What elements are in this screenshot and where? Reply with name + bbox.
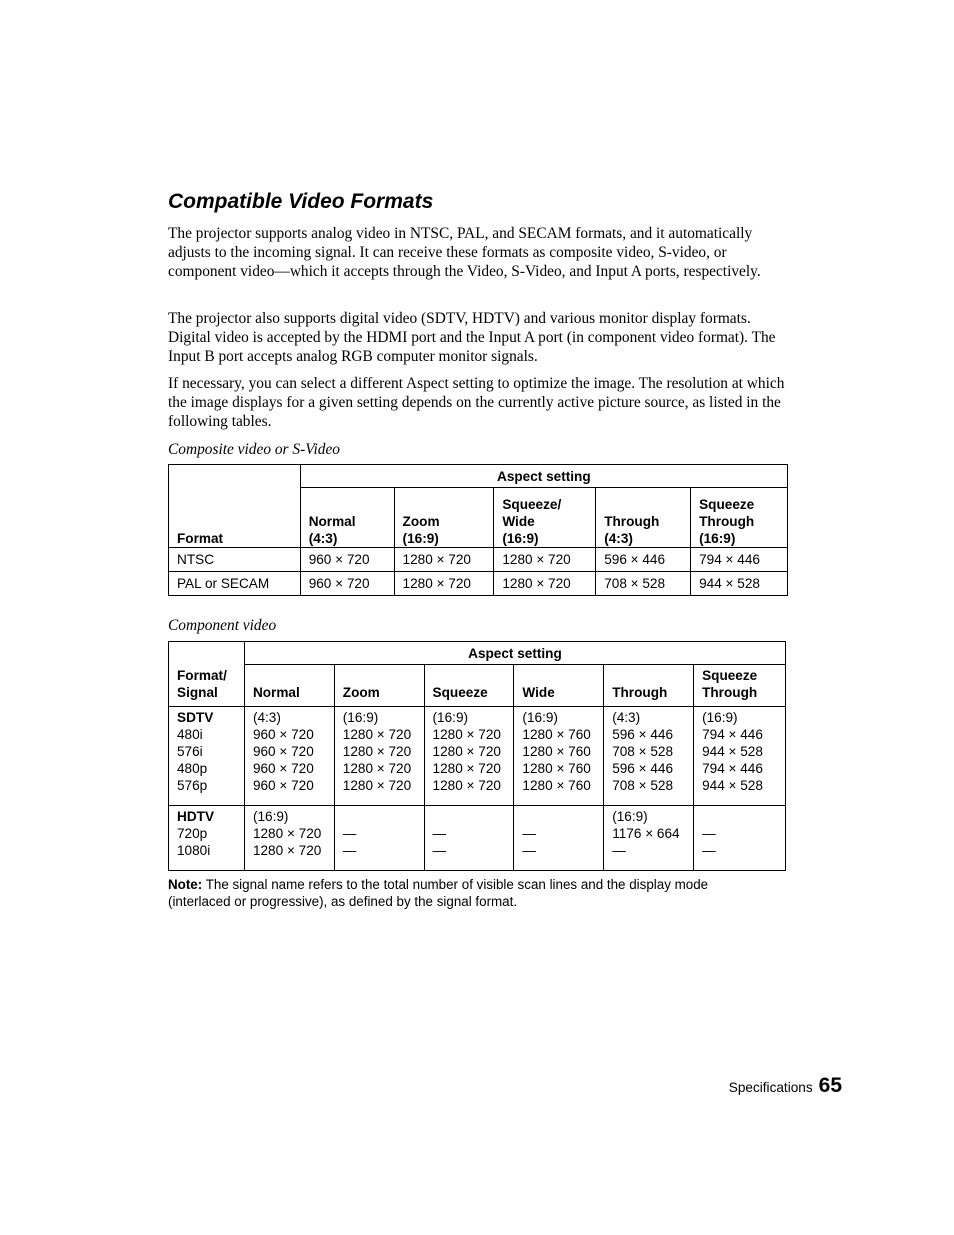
table2-col-header: Squeeze: [424, 665, 514, 707]
table2-format-header: Format/ Signal: [169, 642, 245, 707]
table2-cell: (16:9) 1280 × 720 1280 × 720: [244, 806, 334, 871]
table1-cell: 960 × 720: [300, 548, 394, 572]
paragraph-aspect-setting: If necessary, you can select a different Aspect setting to optimize the image. The resolution at which the image displays for a given setting depends on the currently active picture source, as listed in the following tables.: [168, 375, 785, 430]
sdtv-label: SDTV: [177, 710, 214, 725]
page-number: 65: [818, 1074, 842, 1097]
table-row: [169, 548, 788, 572]
table2-aspect-header: Aspect setting: [244, 642, 785, 665]
table1-cell: 1280 × 720: [394, 548, 494, 572]
table2-cell: (16:9) 1280 × 720 1280 × 720 1280 × 720 1280 × 720: [424, 707, 514, 806]
table2-signal-cell: [169, 806, 245, 871]
table2-signal-cell: [169, 707, 245, 806]
note: [168, 876, 768, 910]
table-row: [169, 572, 788, 596]
table2-cell: (16:9) 1280 × 720 1280 × 720 1280 × 720 1280 × 720: [334, 707, 424, 806]
table1-cell: 1280 × 720: [494, 572, 596, 596]
footer-section: Specifications: [728, 1080, 813, 1095]
table1-cell: 1280 × 720: [494, 548, 596, 572]
table-row: [169, 806, 786, 871]
table2-cell: (16:9) 1176 × 664 —: [604, 806, 694, 871]
table2-col-header: Wide: [514, 665, 604, 707]
table2-cell: — —: [334, 806, 424, 871]
table2-col-header: Normal: [244, 665, 334, 707]
table2-cell: (4:3) 596 × 446 708 × 528 596 × 446 708 × 528: [604, 707, 694, 806]
table2-cell: — —: [424, 806, 514, 871]
table1-format-header: Format: [169, 465, 301, 548]
table2-cell: — —: [514, 806, 604, 871]
table2-cell: (16:9) 794 × 446 944 × 528 794 × 446 944 × 528: [694, 707, 786, 806]
hdtv-signals: 720p 1080i: [177, 826, 211, 858]
table1-format-cell: PAL or SECAM: [169, 572, 301, 596]
component-video-table: [168, 641, 786, 871]
page-footer: [729, 1074, 842, 1098]
table1-cell: 596 × 446: [596, 548, 691, 572]
paragraph-digital-video: The projector also supports digital video (SDTV, HDTV) and various monitor display formats. Digital video is accepted by the HDMI port and the Input A port (in component video format). The Input B port accepts analog RGB computer monitor signals.: [168, 310, 776, 365]
table2-caption: Component video: [168, 617, 277, 634]
table2-col-header: Zoom: [334, 665, 424, 707]
table2-col-header: Through: [604, 665, 694, 707]
table1-col-header: Squeeze Through (16:9): [691, 488, 788, 548]
table1-col-header: Normal (4:3): [300, 488, 394, 548]
paragraph-analog-video: The projector supports analog video in NTSC, PAL, and SECAM formats, and it automatically adjusts to the incoming signal. It can receive these formats as composite video, S-video, or component video—which it accepts through the Video, S-Video, and Input A ports, respectively.: [168, 225, 761, 280]
table1-cell: 794 × 446: [691, 548, 788, 572]
table1-aspect-header: Aspect setting: [300, 465, 787, 488]
page-heading: Compatible Video Formats: [168, 190, 434, 213]
table1-cell: 944 × 528: [691, 572, 788, 596]
table2-col-header: Squeeze Through: [694, 665, 786, 707]
table1-col-header: Squeeze/ Wide (16:9): [494, 488, 596, 548]
table1-caption: Composite video or S-Video: [168, 441, 340, 458]
sdtv-signals: 480i 576i 480p 576p: [177, 727, 208, 793]
table1-cell: 960 × 720: [300, 572, 394, 596]
table2-cell: (16:9) 1280 × 760 1280 × 760 1280 × 760 1280 × 760: [514, 707, 604, 806]
table1-format-cell: NTSC: [169, 548, 301, 572]
table2-cell: — —: [694, 806, 786, 871]
table1-cell: 708 × 528: [596, 572, 691, 596]
table1-col-header: Through (4:3): [596, 488, 691, 548]
hdtv-label: HDTV: [177, 809, 215, 824]
table-row: [169, 707, 786, 806]
note-text: The signal name refers to the total number of visible scan lines and the display mode (interlaced or progressive), as defined by the signal format.: [168, 877, 709, 909]
table1-col-header: Zoom (16:9): [394, 488, 494, 548]
composite-video-table: [168, 464, 788, 596]
note-label: Note:: [168, 877, 203, 892]
table2-cell: (4:3) 960 × 720 960 × 720 960 × 720 960 × 720: [244, 707, 334, 806]
table1-cell: 1280 × 720: [394, 572, 494, 596]
